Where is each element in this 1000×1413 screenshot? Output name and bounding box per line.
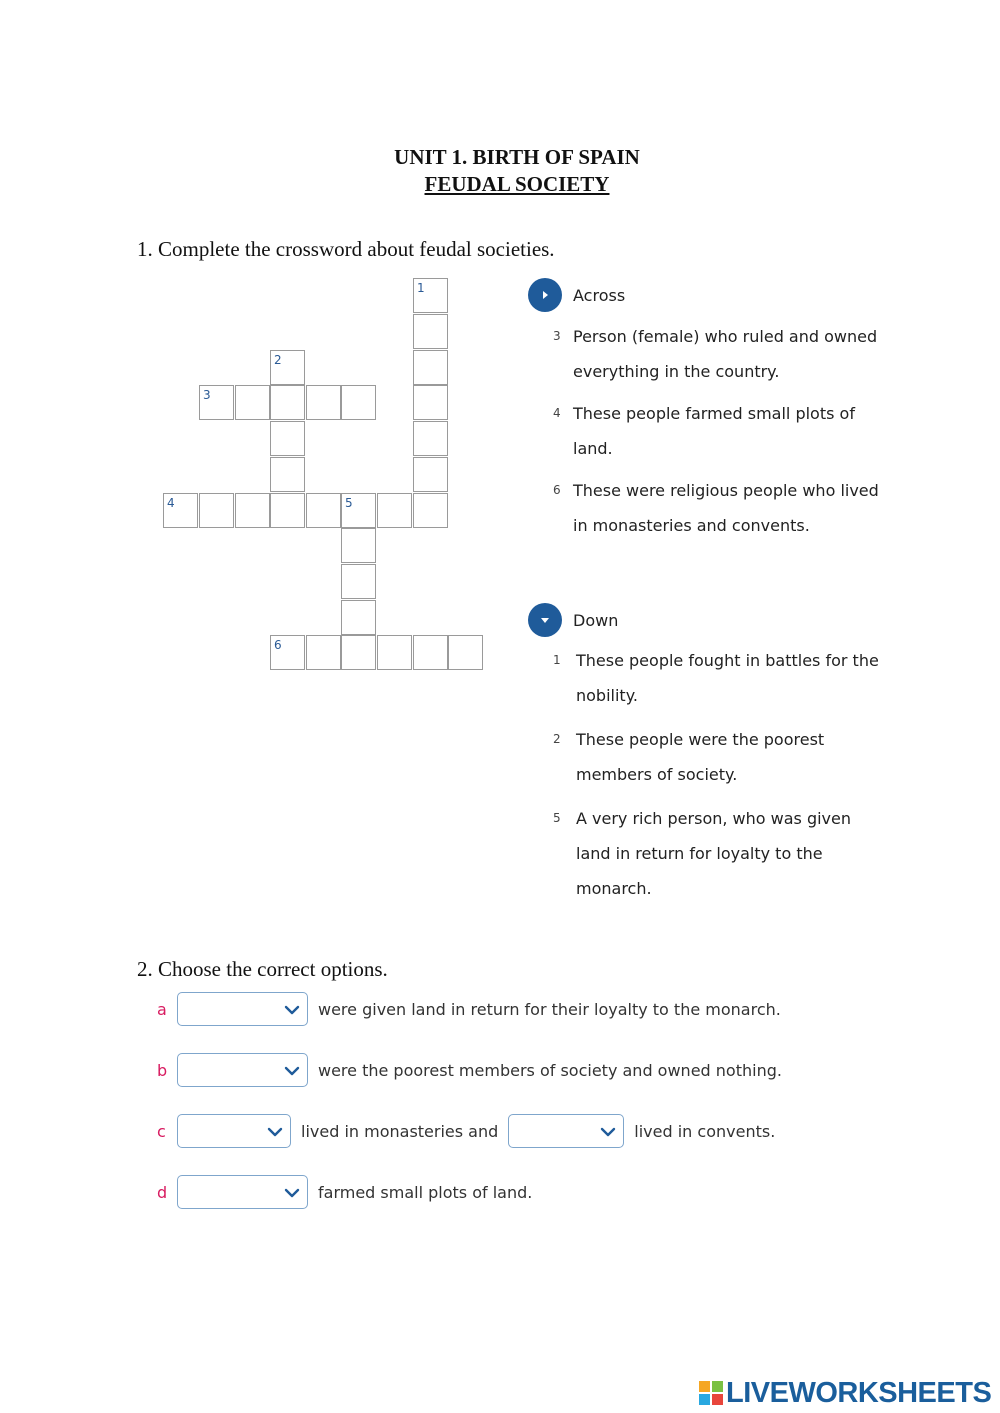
crossword-input[interactable] — [414, 636, 447, 669]
crossword-cell[interactable] — [270, 493, 305, 528]
crossword-cell[interactable] — [413, 350, 448, 385]
answer-dropdown[interactable] — [177, 1053, 308, 1087]
clue-number: 3 — [203, 388, 211, 402]
crossword-cell[interactable] — [306, 635, 341, 670]
down-heading — [528, 603, 618, 637]
clue-number: 3 — [553, 329, 561, 343]
clue-text: These people were the poorest members of society. — [576, 730, 825, 784]
clue-number: 4 — [167, 496, 175, 510]
clue-number: 5 — [553, 811, 561, 825]
crossword-cell[interactable] — [270, 457, 305, 492]
clue-across-3 — [553, 319, 883, 389]
clue-down-1 — [553, 643, 883, 713]
crossword-input[interactable] — [414, 315, 447, 348]
crossword-cell[interactable] — [377, 493, 412, 528]
liveworksheets-logo — [698, 1377, 991, 1409]
crossword-input[interactable] — [342, 636, 375, 669]
sentence-text: lived in convents. — [634, 1121, 776, 1141]
clue-text: Person (female) who ruled and owned everything in the country. — [573, 327, 878, 381]
crossword-input[interactable] — [342, 601, 375, 634]
crossword-cell[interactable] — [341, 600, 376, 635]
sentence-text: lived in monasteries and — [301, 1121, 499, 1141]
crossword-cell[interactable] — [413, 457, 448, 492]
clue-across-4 — [553, 396, 883, 466]
sentence-text: farmed small plots of land. — [318, 1182, 533, 1202]
crossword-cell[interactable] — [341, 385, 376, 420]
crossword-input[interactable] — [307, 386, 340, 419]
clue-number: 6 — [553, 483, 561, 497]
clue-number: 6 — [274, 638, 282, 652]
crossword-cell[interactable] — [413, 314, 448, 349]
crossword-input[interactable] — [449, 636, 482, 669]
crossword-cell[interactable] — [270, 421, 305, 456]
crossword-input[interactable] — [414, 422, 447, 455]
crossword-input[interactable] — [414, 458, 447, 491]
answer-dropdown[interactable] — [177, 1114, 291, 1148]
crossword-cell[interactable] — [341, 564, 376, 599]
page-title: UNIT 1. BIRTH OF SPAIN — [394, 145, 640, 169]
crossword-input[interactable] — [414, 494, 447, 527]
crossword-cell[interactable] — [377, 635, 412, 670]
crossword-input[interactable] — [271, 422, 304, 455]
crossword-cell[interactable] — [270, 635, 305, 670]
clue-text: These people farmed small plots of land. — [573, 404, 855, 458]
crossword-cell[interactable] — [235, 385, 270, 420]
clue-number: 4 — [553, 406, 561, 420]
across-heading — [528, 278, 625, 312]
across-label: Across — [573, 285, 626, 305]
crossword-cell[interactable] — [413, 278, 448, 313]
crossword-cell[interactable] — [413, 385, 448, 420]
clue-number: 2 — [553, 732, 561, 746]
crossword-cell[interactable] — [235, 493, 270, 528]
chevron-down-icon — [283, 1184, 301, 1202]
crossword-cell[interactable] — [199, 493, 234, 528]
clue-down-2 — [553, 722, 883, 792]
clue-text: These were religious people who lived in monasteries and convents. — [573, 481, 879, 535]
crossword-input[interactable] — [164, 494, 197, 527]
clue-number: 2 — [274, 353, 282, 367]
crossword-input[interactable] — [236, 494, 269, 527]
crossword-cell[interactable] — [163, 493, 198, 528]
crossword-cell[interactable] — [306, 385, 341, 420]
clue-number: 1 — [417, 281, 425, 295]
chevron-down-icon — [528, 603, 562, 637]
clue-text: A very rich person, who was given land in return for loyalty to the monarch. — [576, 809, 852, 898]
crossword-cell[interactable] — [413, 635, 448, 670]
row-letter: c — [157, 1121, 166, 1141]
crossword-input[interactable] — [271, 351, 304, 384]
crossword-cell[interactable] — [413, 421, 448, 456]
question-1-heading: 1. Complete the crossword about feudal societies. — [137, 237, 555, 261]
answer-dropdown[interactable] — [508, 1114, 624, 1148]
clue-across-6 — [553, 473, 883, 543]
crossword-cell[interactable] — [341, 635, 376, 670]
option-row-a — [157, 991, 791, 1027]
down-label: Down — [573, 610, 619, 630]
crossword-cell[interactable] — [306, 493, 341, 528]
sentence-text: were given land in return for their loyalty to the monarch. — [318, 999, 781, 1019]
answer-dropdown[interactable] — [177, 1175, 308, 1209]
crossword-input[interactable] — [378, 494, 411, 527]
crossword-input[interactable] — [271, 458, 304, 491]
crossword-input[interactable] — [271, 386, 304, 419]
answer-dropdown[interactable] — [177, 992, 308, 1026]
option-row-d — [157, 1174, 542, 1210]
page-subtitle: FEUDAL SOCIETY — [424, 172, 610, 196]
crossword-input[interactable] — [378, 636, 411, 669]
crossword-cell[interactable] — [341, 493, 376, 528]
play-arrow-icon — [528, 278, 562, 312]
row-letter: d — [157, 1182, 168, 1202]
crossword-cell[interactable] — [413, 493, 448, 528]
crossword-input[interactable] — [414, 279, 447, 312]
option-row-b — [157, 1052, 792, 1088]
option-row-c — [157, 1113, 785, 1149]
crossword-cell[interactable] — [270, 385, 305, 420]
question-2-heading: 2. Choose the correct options. — [137, 957, 388, 981]
row-letter: b — [157, 1060, 168, 1080]
crossword-input[interactable] — [342, 565, 375, 598]
crossword-cell[interactable] — [199, 385, 234, 420]
crossword-cell[interactable] — [270, 350, 305, 385]
crossword-input[interactable] — [342, 529, 375, 562]
crossword-input[interactable] — [271, 494, 304, 527]
crossword-input[interactable] — [200, 494, 233, 527]
crossword-input[interactable] — [271, 636, 304, 669]
crossword-cell[interactable] — [448, 635, 483, 670]
crossword-input[interactable] — [342, 494, 375, 527]
chevron-down-icon — [283, 1001, 301, 1019]
chevron-down-icon — [266, 1123, 284, 1141]
clue-text: These people fought in battles for the nobility. — [576, 651, 879, 705]
chevron-down-icon — [283, 1062, 301, 1080]
sentence-text: were the poorest members of society and owned nothing. — [318, 1060, 782, 1080]
chevron-down-icon — [599, 1123, 617, 1141]
crossword-input[interactable] — [307, 636, 340, 669]
clue-down-5 — [553, 801, 883, 906]
crossword-input[interactable] — [342, 386, 375, 419]
crossword-input[interactable] — [200, 386, 233, 419]
clue-number: 5 — [345, 496, 353, 510]
row-letter: a — [157, 999, 167, 1019]
crossword-input[interactable] — [236, 386, 269, 419]
crossword-input[interactable] — [307, 494, 340, 527]
crossword-input[interactable] — [414, 351, 447, 384]
clue-number: 1 — [553, 653, 561, 667]
crossword-input[interactable] — [414, 386, 447, 419]
logo-icon — [698, 1380, 724, 1406]
logo-text: LIVEWORKSHEETS — [726, 1376, 992, 1409]
crossword-cell[interactable] — [341, 528, 376, 563]
